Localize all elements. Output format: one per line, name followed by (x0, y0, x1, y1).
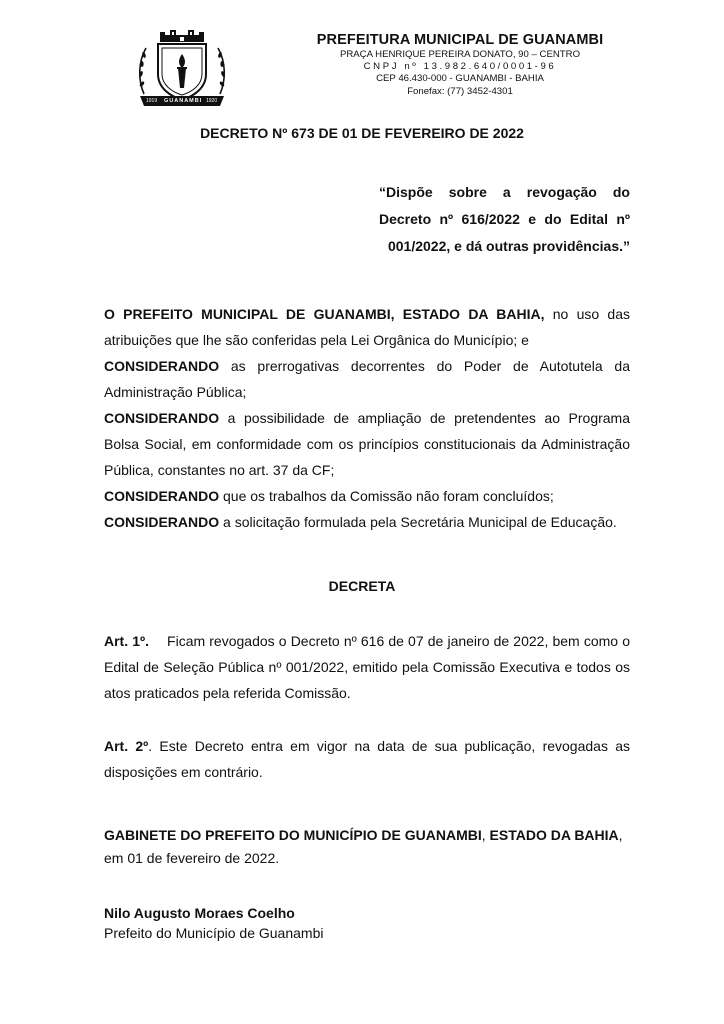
crest-ribbon-text: GUANAMBI (164, 98, 203, 104)
article-1-paragraph (104, 628, 630, 706)
closing (104, 822, 630, 868)
considerando-item (104, 509, 630, 535)
org-address: PRAÇA HENRIQUE PEREIRA DONATO, 90 – CENTRO (339, 49, 581, 60)
considerando-item (104, 353, 630, 405)
intro-bold: O PREFEITO MUNICIPAL DE GUANAMBI, ESTADO DA BAHIA, (104, 306, 545, 322)
gabinete-bold: GABINETE DO PREFEITO DO MUNICÍPIO DE GUANAMBI (104, 827, 482, 843)
article-label: Art. 2º (104, 738, 149, 754)
letterhead (280, 32, 640, 98)
considerando-text: que os trabalhos da Comissão não foram concluídos; (219, 488, 554, 504)
article-text: Ficam revogados o Decreto nº 616 de 07 de janeiro de 2022, bem como o Edital de Seleção Pública nº 001/2022, emitido pela Comissão Executiva e todos os atos praticados pela referida Comissão. (104, 633, 630, 701)
intro-rest: no uso das atribuições que lhe são conferidas pela Lei Orgânica do Município; e (104, 306, 630, 348)
decreta-heading: DECRETA (328, 578, 396, 594)
municipal-crest-logo (134, 22, 230, 110)
considerando-label: CONSIDERANDO (104, 488, 220, 504)
signer-name: Nilo Augusto Moraes Coelho (104, 905, 295, 921)
considerando-text: a possibilidade de ampliação de pretendentes ao Programa Bolsa Social, em conformidade com os princípios constitucionais da Administração Pública, constantes no art. 37 da CF; (104, 410, 630, 478)
crest-year-right: 1920 (206, 98, 218, 104)
considerando-text: a solicitação formulada pela Secretária Municipal de Educação. (219, 514, 617, 530)
article-1 (104, 628, 630, 706)
org-name: PREFEITURA MUNICIPAL DE GUANAMBI (316, 32, 604, 48)
article-2 (104, 733, 630, 785)
article-label: Art. 1º. (104, 633, 150, 649)
signer-role: Prefeito do Município de Guanambi (104, 925, 324, 941)
considerando-label: CONSIDERANDO (104, 410, 220, 426)
gabinete-line (104, 822, 630, 848)
org-phone: Fonefax: (77) 3452-4301 (407, 85, 513, 97)
closing-date: em 01 de fevereiro de 2022. (104, 850, 280, 866)
org-cep: CEP 46.430-000 - GUANAMBI - BAHIA (376, 73, 544, 85)
article-text: . Este Decreto entra em vigor na data de sua publicação, revogadas as disposições em contrário. (104, 738, 630, 780)
gabinete-sep: , (481, 827, 490, 843)
considerando-item (104, 405, 630, 483)
preamble-intro (104, 301, 630, 353)
ementa-text: “Dispõe sobre a revogação do Decreto nº 616/2022 e do Edital nº 001/2022, e dá outras providências.” (379, 184, 630, 254)
crest-year-left: 1919 (146, 98, 158, 104)
considerando-label: CONSIDERANDO (104, 358, 220, 374)
org-cnpj: CNPJ nº 13.982.640/0001-96 (363, 61, 557, 73)
article-2-paragraph (104, 733, 630, 785)
signature-block (104, 903, 323, 943)
gabinete-bold-2: ESTADO DA BAHIA (489, 827, 619, 843)
gabinete-end: , (618, 827, 623, 843)
decree-ementa (379, 179, 630, 260)
considerando-item (104, 483, 630, 509)
decree-title: DECRETO Nº 673 DE 01 DE FEVEREIRO DE 2022 (200, 125, 524, 141)
considerando-label: CONSIDERANDO (104, 514, 220, 530)
preamble (104, 301, 630, 535)
considerando-text: as prerrogativas decorrentes do Poder de Autotutela da Administração Pública; (104, 358, 630, 400)
